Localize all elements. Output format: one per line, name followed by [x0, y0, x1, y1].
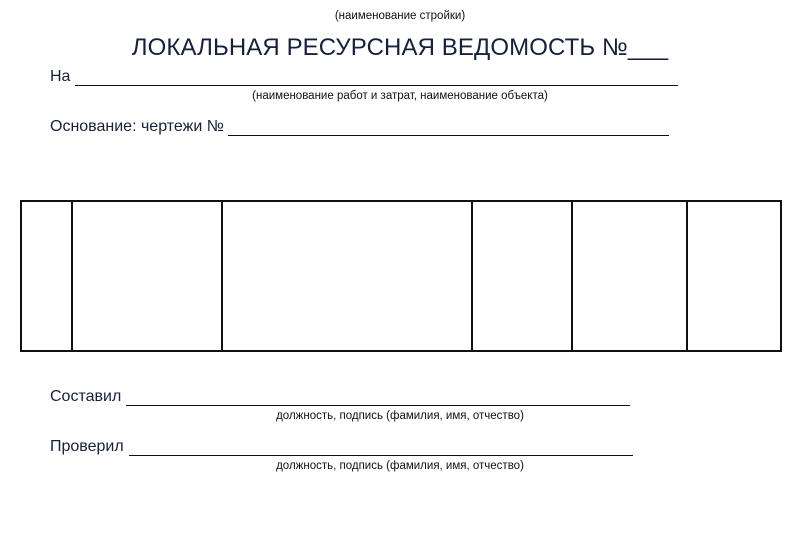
basis-label: Основание: чертежи №	[50, 118, 224, 135]
for-underline[interactable]	[75, 85, 678, 86]
table-column-divider	[686, 202, 688, 350]
compiled-by-underline[interactable]	[126, 405, 630, 406]
table-column-divider	[571, 202, 573, 350]
table-column-divider	[471, 202, 473, 350]
table-column-divider	[221, 202, 223, 350]
checked-by-caption: должность, подпись (фамилия, имя, отчество)	[276, 460, 524, 472]
compiled-by-caption: должность, подпись (фамилия, имя, отчество)	[276, 410, 524, 422]
checked-by-underline[interactable]	[129, 455, 633, 456]
for-label: На	[50, 68, 71, 85]
compiled-by-label: Составил	[50, 388, 122, 405]
table-column-divider	[71, 202, 73, 350]
resource-table	[20, 200, 782, 352]
checked-by-label: Проверил	[50, 438, 124, 455]
for-caption: (наименование работ и затрат, наименование объекта)	[252, 90, 548, 102]
document-title: ЛОКАЛЬНАЯ РЕСУРСНАЯ ВЕДОМОСТЬ №___	[131, 34, 669, 61]
construction-name-caption: (наименование стройки)	[334, 10, 466, 22]
basis-underline[interactable]	[228, 135, 669, 136]
